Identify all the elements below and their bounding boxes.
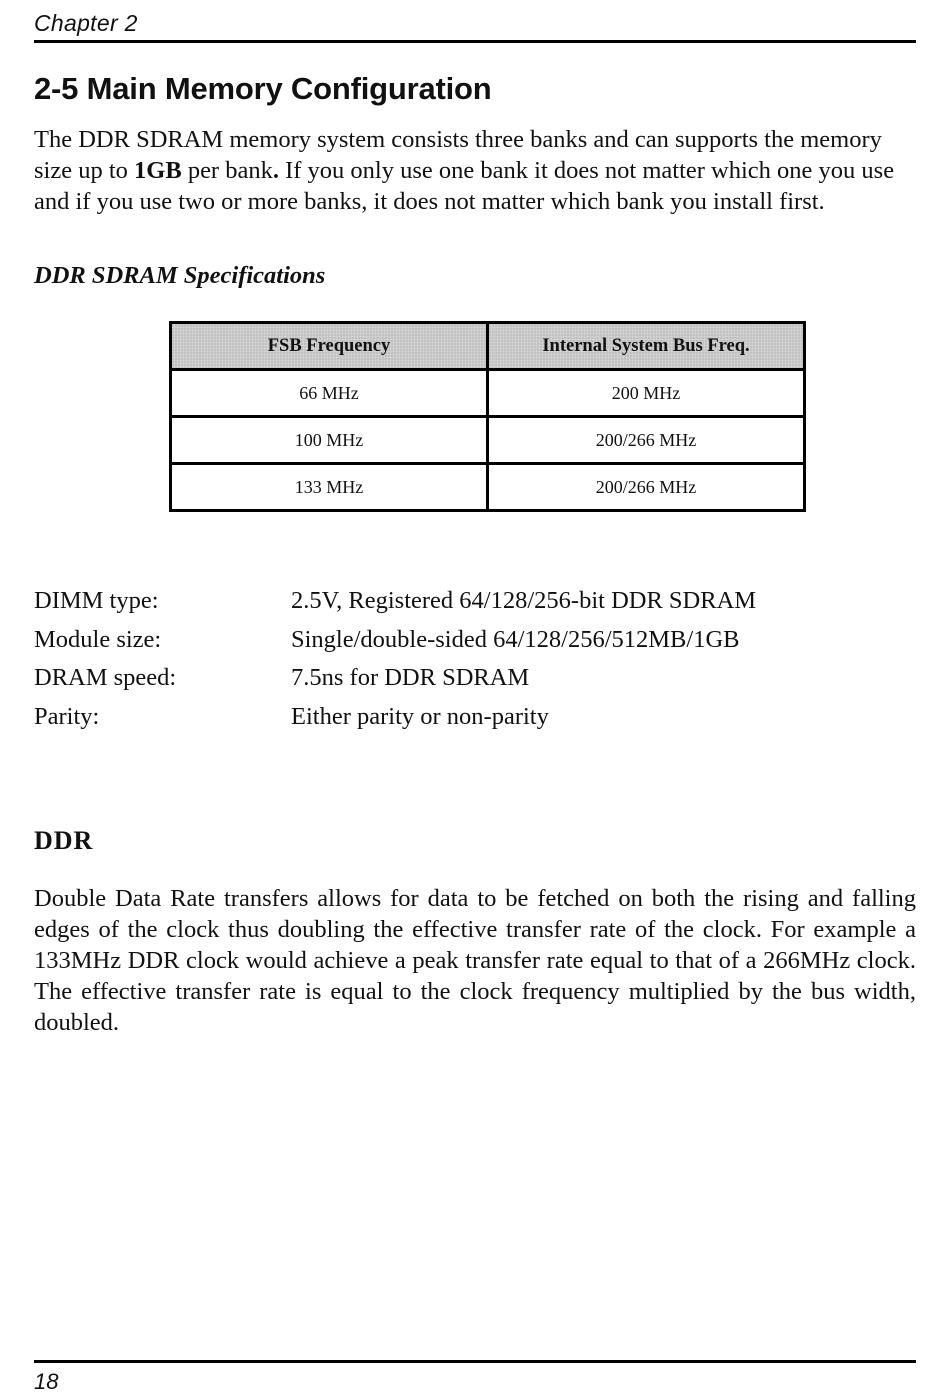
table-cell: 200 MHz bbox=[488, 370, 805, 417]
spec-row-dram-speed bbox=[34, 664, 916, 703]
table-header-row bbox=[171, 323, 805, 370]
spec-label: Parity: bbox=[34, 702, 100, 730]
spec-value: Single/double-sided 64/128/256/512MB/1GB bbox=[291, 625, 740, 653]
spec-list bbox=[34, 587, 916, 741]
column-header-bus: Internal System Bus Freq. bbox=[488, 323, 805, 370]
chapter-label: Chapter 2 bbox=[34, 10, 138, 36]
spec-label: Module size: bbox=[34, 625, 162, 653]
table-cell: 200/266 MHz bbox=[488, 464, 805, 511]
ddr-heading: DDR bbox=[34, 826, 94, 855]
table-cell: 66 MHz bbox=[171, 370, 488, 417]
intro-bold-size: 1GB bbox=[134, 157, 182, 184]
table-row bbox=[171, 464, 805, 511]
table-row bbox=[171, 417, 805, 464]
ddr-paragraph: Double Data Rate transfers allows for data to be fetched on both the rising and falling edges of the clock thus doubling the effective transfer rate of the clock. For example a 133MHz DDR clock would achieve a peak transfer rate equal to that of a 266MHz clock. The effective transfer rate is equal to the clock frequency multiplied by the bus width, doubled. bbox=[34, 885, 916, 1036]
intro-text-2: per bank bbox=[181, 157, 273, 184]
intro-bold-period: . bbox=[272, 157, 279, 184]
spec-value: 2.5V, Registered 64/128/256-bit DDR SDRAM bbox=[291, 587, 757, 614]
table-cell: 200/266 MHz bbox=[488, 417, 805, 464]
specs-heading: DDR SDRAM Specifications bbox=[34, 262, 326, 289]
spec-row-dimm-type bbox=[34, 587, 916, 626]
intro-text-3: If you only use one bank it does not matter which one you use and if you use two or more banks, it does not matter which bank you install first. bbox=[34, 157, 895, 215]
column-header-fsb: FSB Frequency bbox=[171, 323, 488, 370]
table-cell: 133 MHz bbox=[171, 464, 488, 511]
intro-text-1: The DDR SDRAM memory system consists three banks and can supports the memory size up to bbox=[34, 126, 882, 184]
spec-label: DIMM type: bbox=[34, 587, 159, 614]
page-footer bbox=[34, 1360, 916, 1394]
spec-value: Either parity or non-parity bbox=[291, 702, 549, 730]
table-cell: 100 MHz bbox=[171, 417, 488, 464]
intro-paragraph bbox=[34, 124, 916, 217]
spec-label: DRAM speed: bbox=[34, 664, 177, 691]
page-header bbox=[34, 6, 916, 43]
spec-value: 7.5ns for DDR SDRAM bbox=[291, 664, 530, 691]
spec-row-module-size bbox=[34, 626, 916, 665]
table-row bbox=[171, 370, 805, 417]
spec-row-parity bbox=[34, 703, 916, 742]
section-title: 2-5 Main Memory Configuration bbox=[34, 71, 492, 106]
page-number: 18 bbox=[34, 1369, 59, 1394]
frequency-table bbox=[169, 321, 806, 512]
